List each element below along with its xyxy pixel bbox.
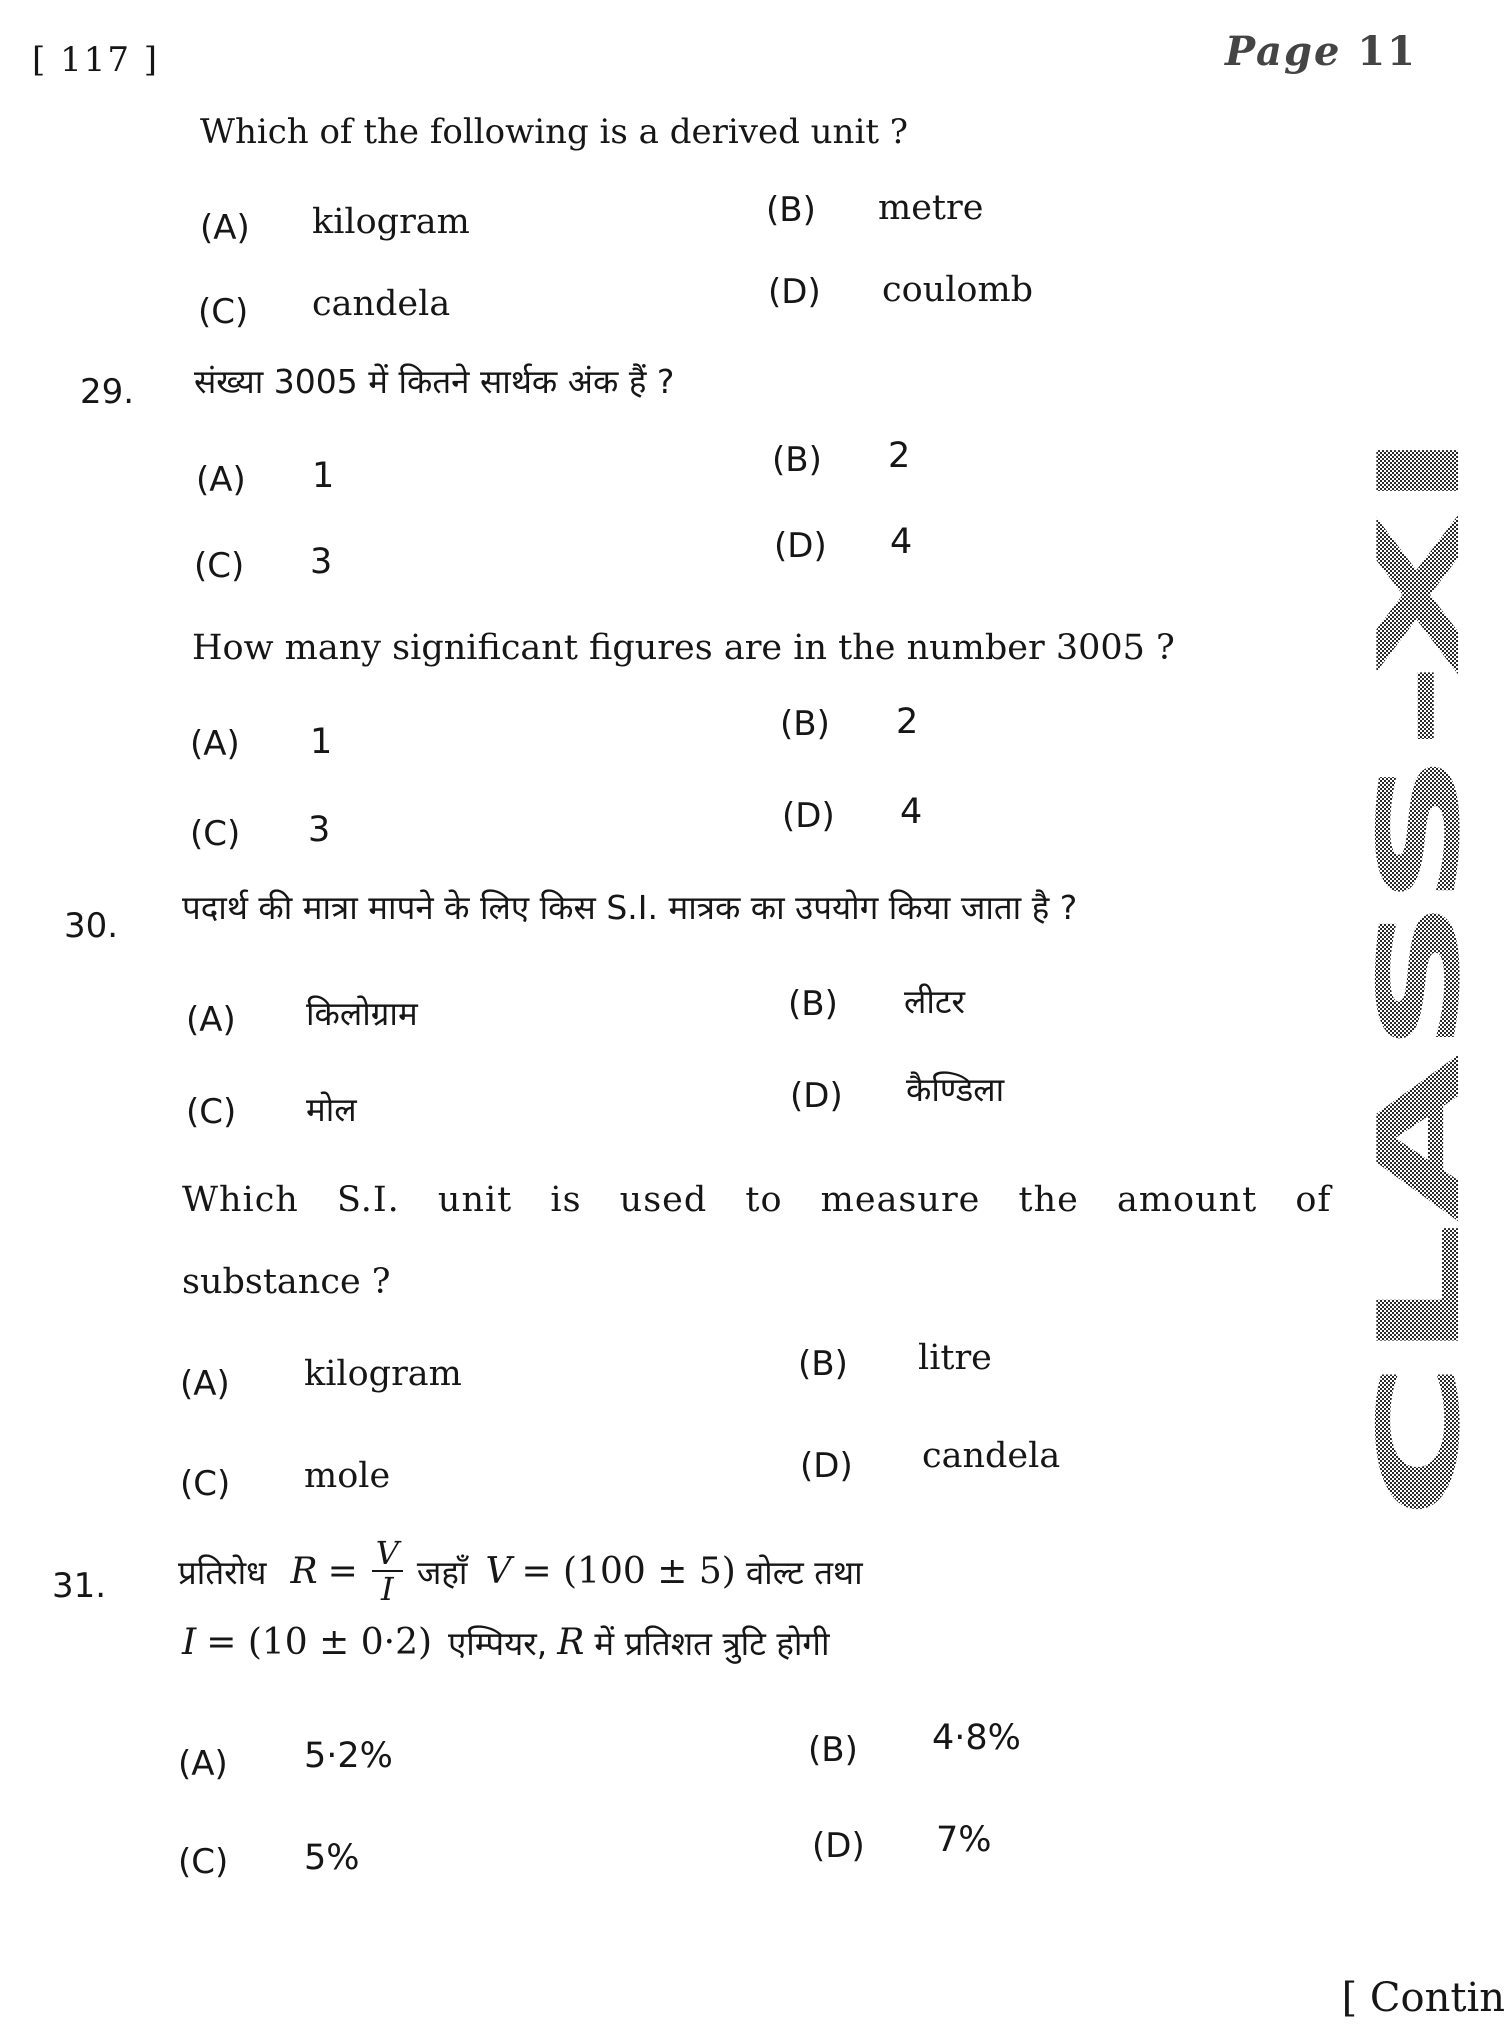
q30-en-option-c-letter: (C) <box>180 1464 231 1504</box>
q31-word-error: में प्रतिशत त्रुटि होगी <box>594 1624 830 1663</box>
q30-hi-option-b-letter: (B) <box>788 984 838 1024</box>
q31-question-line2 <box>182 1620 830 1665</box>
q29-hi-option-c-letter: (C) <box>194 546 245 586</box>
q28-option-d-letter: (D) <box>768 272 821 312</box>
q31-v-value: = (100 ± 5) <box>521 1550 736 1592</box>
q30-en-option-d-letter: (D) <box>800 1446 853 1486</box>
q29-hi-option-c-value: 3 <box>310 542 333 582</box>
q29-hi-option-d-value: 4 <box>890 522 913 562</box>
page-number: 11 <box>1357 28 1417 75</box>
q30-en-option-c-value: mole <box>304 1456 391 1496</box>
q29-number: 29. <box>80 372 135 412</box>
q31-option-c-value: 5% <box>304 1838 360 1878</box>
q30-en-option-b-letter: (B) <box>798 1344 848 1384</box>
q30-hi-option-d-letter: (D) <box>790 1076 843 1116</box>
q28-option-d-value: coulomb <box>882 270 1034 310</box>
q30-en-option-b-value: litre <box>918 1338 992 1378</box>
q30-en-option-a-value: kilogram <box>304 1354 462 1394</box>
q28-english-question: Which of the following is a derived unit ? <box>200 112 909 152</box>
q30-hi-option-a-letter: (A) <box>186 1000 236 1040</box>
q29-en-option-d-letter: (D) <box>782 796 835 836</box>
q30-english-question-line2: substance ? <box>182 1262 391 1302</box>
q29-en-option-d-value: 4 <box>900 792 923 832</box>
class-watermark <box>1355 420 1485 1520</box>
q31-word-where: जहाँ <box>416 1552 468 1592</box>
q29-en-option-c-value: 3 <box>308 810 331 850</box>
q28-option-b-value: metre <box>878 188 984 228</box>
q30-hi-option-b-value: लीटर <box>904 982 966 1021</box>
q31-option-d-letter: (D) <box>812 1826 865 1866</box>
q31-option-d-value: 7% <box>936 1820 992 1860</box>
q30-hi-option-a-value: किलोग्राम <box>306 994 418 1033</box>
q29-en-option-c-letter: (C) <box>190 814 241 854</box>
q31-i-var: I <box>182 1622 197 1663</box>
q31-r-var-2: R <box>557 1622 585 1663</box>
q31-r-var: R <box>290 1550 318 1592</box>
q30-en-option-a-letter: (A) <box>180 1364 230 1404</box>
q31-frac-den: I <box>381 1570 394 1608</box>
q29-hi-option-a-value: 1 <box>312 456 335 496</box>
paper-code: [ 117 ] <box>32 40 160 80</box>
q31-frac-num: V <box>372 1536 403 1572</box>
q30-english-question-line1: Which S.I. unit is used to measure the amount of <box>182 1180 1332 1220</box>
q29-hi-option-a-letter: (A) <box>196 460 246 500</box>
q31-v-var: V <box>485 1550 512 1592</box>
q30-hi-option-c-letter: (C) <box>186 1092 237 1132</box>
continued-note: [ Contin <box>1341 1975 1505 2021</box>
q31-option-b-value: 4·8% <box>932 1718 1021 1758</box>
q31-number: 31. <box>52 1566 107 1606</box>
q30-hi-option-d-value: कैण्डिला <box>906 1070 1005 1109</box>
q31-i-value: = (10 ± 0·2) <box>206 1622 433 1663</box>
q29-en-option-a-value: 1 <box>310 722 333 762</box>
q29-hi-option-b-letter: (B) <box>772 440 822 480</box>
q29-hi-option-d-letter: (D) <box>774 526 827 566</box>
q31-word-ampere: एम्पियर, <box>448 1624 548 1663</box>
q28-option-c-value: candela <box>312 284 451 324</box>
q29-en-option-b-letter: (B) <box>780 704 830 744</box>
q31-option-a-letter: (A) <box>178 1744 228 1784</box>
q30-en-option-d-value: candela <box>922 1436 1061 1476</box>
page-label <box>1225 28 1417 75</box>
q31-question-line1 <box>178 1536 863 1606</box>
q29-english-question: How many significant figures are in the number 3005 ? <box>192 628 1175 668</box>
page-word: Page <box>1225 28 1342 75</box>
q30-hindi-question: पदार्थ की मात्रा मापने के लिए किस S.I. मात्रक का उपयोग किया जाता है ? <box>182 888 1078 927</box>
q29-en-option-a-letter: (A) <box>190 724 240 764</box>
q28-option-a-value: kilogram <box>312 202 470 242</box>
q28-option-b-letter: (B) <box>766 190 816 230</box>
q31-word-volt-and: वोल्ट तथा <box>745 1552 863 1592</box>
q31-word-resistance: प्रतिरोध <box>178 1552 267 1592</box>
q31-equals: = <box>327 1550 358 1592</box>
q31-option-b-letter: (B) <box>808 1730 858 1770</box>
q30-hi-option-c-value: मोल <box>306 1090 357 1129</box>
q29-en-option-b-value: 2 <box>896 702 919 742</box>
q31-option-a-value: 5·2% <box>304 1736 393 1776</box>
q31-option-c-letter: (C) <box>178 1842 229 1882</box>
q30-number: 30. <box>64 906 119 946</box>
q31-fraction <box>372 1536 403 1606</box>
watermark-text: CLASS-XI <box>1355 958 1485 1520</box>
q29-hindi-question: संख्या 3005 में कितने सार्थक अंक हैं ? <box>194 362 675 401</box>
q28-option-c-letter: (C) <box>198 292 249 332</box>
q28-option-a-letter: (A) <box>200 208 250 248</box>
q29-hi-option-b-value: 2 <box>888 436 911 476</box>
